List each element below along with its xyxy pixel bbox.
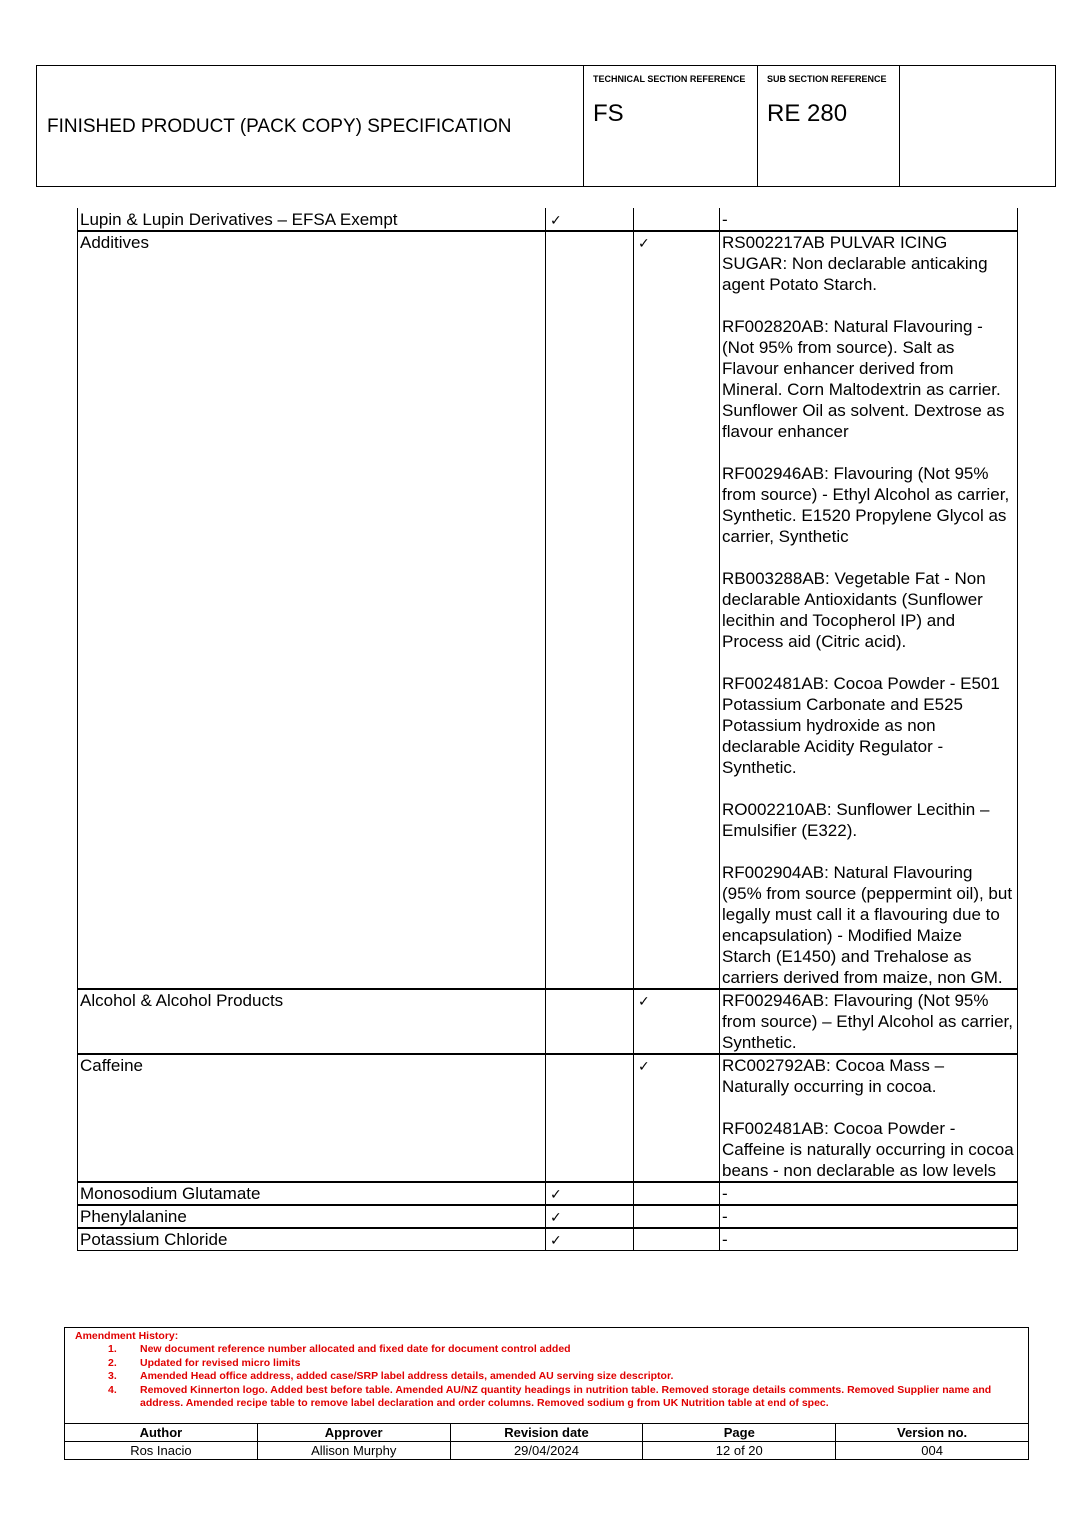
table-row — [78, 208, 1018, 231]
footer-revision-date: 29/04/2024 — [450, 1442, 643, 1460]
table-row — [78, 1228, 1018, 1251]
footer-header-version: Version no. — [836, 1424, 1029, 1442]
sub-section-label: SUB SECTION REFERENCE — [767, 74, 887, 84]
note-paragraph: RB003288AB: Vegetable Fat - Non declarable Antioxidants (Sunflower lecithin and Tocopherol IP) and Process aid (Citric acid). — [722, 569, 986, 651]
row-notes — [720, 231, 1018, 989]
checkmark-icon: ✓ — [638, 1059, 650, 1075]
checkmark-icon: ✓ — [550, 1233, 562, 1249]
amendment-text: New document reference number allocated and fixed date for document control added — [140, 1343, 571, 1355]
amendment-text: Removed Kinnerton logo. Added best before table. Amended AU/NZ quantity headings in nutrition table. Removed storage details comments. Removed Supplier name and address. Amended recipe table to remove label declaration and order columns. Removed sodium g from UK Nutrition table at end of spec. — [140, 1383, 992, 1409]
technical-section-reference-cell — [584, 66, 758, 186]
row-name: Phenylalanine — [78, 1205, 546, 1228]
row-notes — [720, 1182, 1018, 1205]
row-check-a — [546, 1182, 634, 1205]
technical-section-label: TECHNICAL SECTION REFERENCE — [593, 74, 746, 84]
row-name: Monosodium Glutamate — [78, 1182, 546, 1205]
checkmark-icon: ✓ — [638, 236, 650, 252]
amendment-number: 1. — [108, 1343, 117, 1355]
additives-table — [77, 208, 1018, 1251]
row-check-b — [634, 1228, 720, 1251]
note-paragraph: RF002946AB: Flavouring (Not 95% from source) – Ethyl Alcohol as carrier, Synthetic. — [722, 991, 1014, 1052]
amendment-number: 3. — [108, 1370, 117, 1382]
note-paragraph: RF002481AB: Cocoa Powder - Caffeine is naturally occurring in cocoa beans - non declarable as low levels — [722, 1119, 1014, 1180]
note-paragraph: RF002904AB: Natural Flavouring (95% from source (peppermint oil), but legally must call it a flavouring due to encapsulation) - Modified Maize Starch (E1450) and Trehalose as carriers derived from maize, non GM. — [722, 863, 1013, 987]
sub-section-value: RE 280 — [767, 100, 848, 127]
row-name: Caffeine — [78, 1054, 546, 1182]
amendment-number: 2. — [108, 1356, 117, 1369]
amendment-list — [65, 1343, 1028, 1411]
row-check-a — [546, 1228, 634, 1251]
row-check-a — [546, 1054, 634, 1182]
row-name: Alcohol & Alcohol Products — [78, 989, 546, 1054]
amendment-text: Updated for revised micro limits — [140, 1356, 301, 1369]
note-paragraph: RF002820AB: Natural Flavouring - (Not 95% from source). Salt as Flavour enhancer derived from Mineral. Corn Maltodextrin as carrier. Sunflower Oil as solvent. Dextrose as flavour enhancer — [722, 317, 1005, 441]
note-paragraph: - — [722, 210, 728, 229]
footer-header-author: Author — [65, 1424, 258, 1442]
row-check-a — [546, 1205, 634, 1228]
amendment-text: Amended Head office address, added case/SRP label address details, amended AU serving size descriptor. — [140, 1370, 674, 1382]
note-paragraph: RF002946AB: Flavouring (Not 95% from source) - Ethyl Alcohol as carrier, Synthetic. E1520 Propylene Glycol as carrier, Synthetic — [722, 464, 1010, 546]
technical-section-value: FS — [593, 100, 624, 127]
table-row — [78, 1054, 1018, 1182]
amendment-item — [65, 1357, 1028, 1371]
amendment-item — [65, 1343, 1028, 1357]
amendment-item — [65, 1384, 1028, 1411]
table-row — [78, 1182, 1018, 1205]
checkmark-icon: ✓ — [550, 213, 562, 229]
header-title-cell — [37, 66, 584, 186]
row-notes — [720, 989, 1018, 1054]
row-check-b — [634, 208, 720, 231]
amendment-number: 4. — [108, 1383, 117, 1396]
note-paragraph: - — [722, 1207, 728, 1226]
row-notes — [720, 1228, 1018, 1251]
additives-table-body — [78, 208, 1018, 1251]
table-row — [78, 1205, 1018, 1228]
note-paragraph: RC002792AB: Cocoa Mass – Naturally occurring in cocoa. — [722, 1056, 945, 1096]
footer-header-revision-date: Revision date — [450, 1424, 643, 1442]
row-check-b — [634, 989, 720, 1054]
footer-page: 12 of 20 — [643, 1442, 836, 1460]
footer-header-row — [65, 1424, 1029, 1442]
note-paragraph: RO002210AB: Sunflower Lecithin – Emulsifier (E322). — [722, 800, 990, 840]
footer-table — [64, 1423, 1029, 1460]
table-row — [78, 231, 1018, 989]
amendment-history-title: Amendment History: — [75, 1330, 179, 1342]
row-notes — [720, 1205, 1018, 1228]
row-check-a — [546, 231, 634, 989]
row-notes — [720, 208, 1018, 231]
row-check-b — [634, 1182, 720, 1205]
table-row — [78, 989, 1018, 1054]
note-paragraph: RF002481AB: Cocoa Powder - E501 Potassium Carbonate and E525 Potassium hydroxide as non declarable Acidity Regulator - Synthetic. — [722, 674, 1000, 777]
footer-header-page: Page — [643, 1424, 836, 1442]
checkmark-icon: ✓ — [550, 1187, 562, 1203]
row-check-a — [546, 989, 634, 1054]
checkmark-icon: ✓ — [638, 994, 650, 1010]
header-blank-cell — [900, 66, 1057, 186]
row-notes — [720, 1054, 1018, 1182]
row-check-b — [634, 1205, 720, 1228]
row-check-a — [546, 208, 634, 231]
footer-version: 004 — [836, 1442, 1029, 1460]
footer-approver: Allison Murphy — [257, 1442, 450, 1460]
document-title: FINISHED PRODUCT (PACK COPY) SPECIFICATION — [47, 116, 512, 137]
row-name: Potassium Chloride — [78, 1228, 546, 1251]
row-name: Lupin & Lupin Derivatives – EFSA Exempt — [78, 208, 546, 231]
note-paragraph: - — [722, 1230, 728, 1249]
amendment-history — [64, 1327, 1029, 1423]
checkmark-icon: ✓ — [550, 1210, 562, 1226]
footer-header-approver: Approver — [257, 1424, 450, 1442]
sub-section-reference-cell — [758, 66, 900, 186]
note-paragraph: - — [722, 1184, 728, 1203]
footer-author: Ros Inacio — [65, 1442, 258, 1460]
row-check-b — [634, 231, 720, 989]
amendment-item — [65, 1370, 1028, 1384]
row-check-b — [634, 1054, 720, 1182]
row-name: Additives — [78, 231, 546, 989]
note-paragraph: RS002217AB PULVAR ICING SUGAR: Non declarable anticaking agent Potato Starch. — [722, 233, 988, 294]
document-header — [36, 65, 1056, 187]
footer-value-row — [65, 1442, 1029, 1460]
